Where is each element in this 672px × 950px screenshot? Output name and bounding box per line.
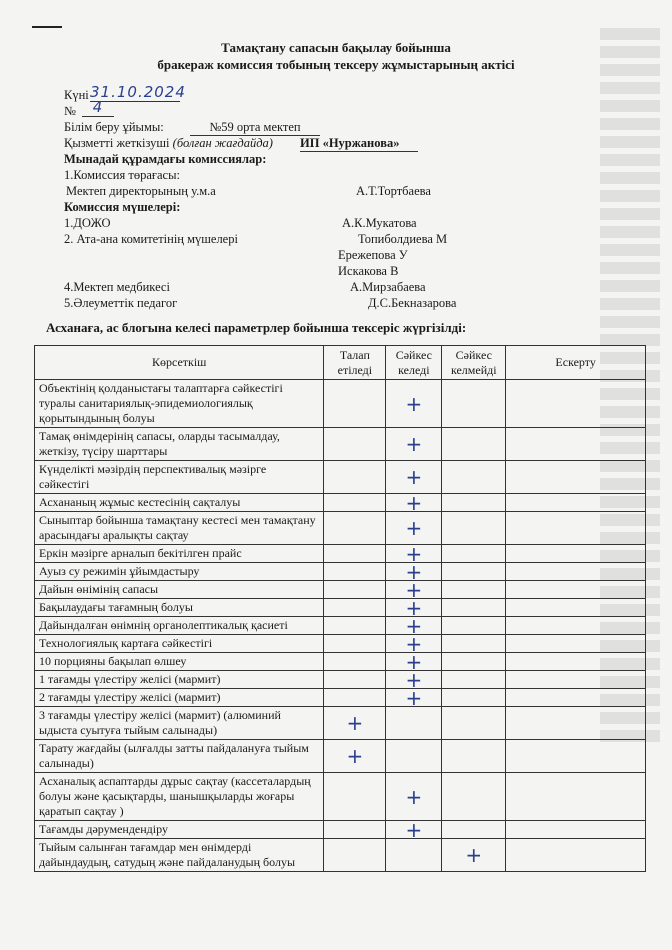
table-row [35, 773, 646, 821]
empty-cell [324, 512, 386, 545]
header-required: Талап етіледі [324, 346, 386, 380]
member1-name: А.К.Мукатова [342, 216, 417, 230]
empty-cell [442, 689, 506, 707]
table-row [35, 653, 646, 671]
tick-mark: + [386, 563, 442, 581]
doc-title-line1: Тамақтану сапасын бақылау бойынша [221, 40, 451, 55]
empty-cell [506, 635, 646, 653]
inspection-table [34, 345, 646, 872]
empty-cell [324, 671, 386, 689]
table-header-row [35, 346, 646, 380]
empty-cell [506, 581, 646, 599]
member4-name: А.Мирзабаева [350, 280, 426, 294]
date-label: Күні [64, 88, 89, 102]
empty-cell [506, 773, 646, 821]
empty-cell [324, 773, 386, 821]
table-row [35, 740, 646, 773]
table-row [35, 671, 646, 689]
supplier-label [64, 136, 273, 151]
header-indicator: Көрсеткіш [35, 346, 324, 380]
tick-mark: + [386, 671, 442, 689]
org-label: Білім беру ұйымы: [64, 120, 164, 134]
empty-cell [442, 617, 506, 635]
table-row [35, 512, 646, 545]
supplier-value: ИП «Нуржанова» [300, 136, 418, 152]
indicator-cell: Объектінің қолданыстағы талаптарға сәйкестігі туралы санитариялық-эпидемиологиялық қорытындының болуы [35, 380, 324, 428]
member2-name1: Топиболдиева М [358, 232, 448, 246]
tick-mark: + [386, 494, 442, 512]
chair-name: А.Т.Тортбаева [356, 184, 431, 198]
empty-cell [506, 380, 646, 428]
tick-mark: + [386, 428, 442, 461]
empty-cell [324, 617, 386, 635]
member2-name3: Искакова В [338, 264, 399, 278]
indicator-cell: Технологиялық картаға сәйкестігі [35, 635, 324, 653]
chair-role: Мектеп директорының у.м.а [66, 184, 216, 198]
empty-cell [442, 635, 506, 653]
table-row [35, 707, 646, 740]
table-row [35, 581, 646, 599]
empty-cell [324, 494, 386, 512]
tick-mark: + [324, 707, 386, 740]
member2-name2: Ережепова У [338, 248, 408, 262]
supplier-label-text: Қызметті жеткізуші [64, 136, 173, 150]
table-row [35, 494, 646, 512]
tick-mark: + [386, 773, 442, 821]
number-label: № [64, 104, 76, 118]
empty-cell [324, 839, 386, 872]
header-noncompliant: Сәйкес келмейді [442, 346, 506, 380]
indicator-cell: 1 тағамды үлестіру желісі (мармит) [35, 671, 324, 689]
pen-mark [32, 26, 62, 28]
tick-mark: + [386, 599, 442, 617]
empty-cell [442, 773, 506, 821]
empty-cell [506, 653, 646, 671]
intro-text: Асханаға, ас блогына келесі параметрлер бойынша тексеріс жүргізілді: [46, 320, 467, 335]
table-row [35, 599, 646, 617]
empty-cell [324, 581, 386, 599]
table-row [35, 545, 646, 563]
empty-cell [506, 689, 646, 707]
empty-cell [324, 380, 386, 428]
member5-name: Д.С.Бекназарова [368, 296, 457, 310]
empty-cell [506, 707, 646, 740]
indicator-cell: Дайындалған өнімнің органолептикалық қасиеті [35, 617, 324, 635]
doc-title-line2: бракераж комиссия тобының тексеру жұмыстарының актісі [157, 57, 515, 72]
indicator-cell: Асхананың жұмыс кестесінің сақталуы [35, 494, 324, 512]
empty-cell [324, 689, 386, 707]
empty-cell [442, 707, 506, 740]
members-heading: Комиссия мүшелері: [64, 200, 181, 214]
empty-cell [506, 599, 646, 617]
commission-heading: Мынадай құрамдағы комиссиялар: [64, 152, 267, 166]
tick-mark: + [324, 740, 386, 773]
empty-cell [324, 821, 386, 839]
empty-cell [324, 428, 386, 461]
table-row [35, 839, 646, 872]
tick-mark: + [386, 689, 442, 707]
empty-cell [506, 494, 646, 512]
header-compliant: Сәйкес келеді [386, 346, 442, 380]
empty-cell [442, 380, 506, 428]
empty-cell [442, 671, 506, 689]
empty-cell [386, 839, 442, 872]
empty-cell [324, 635, 386, 653]
empty-cell [442, 461, 506, 494]
tick-mark: + [386, 545, 442, 563]
tick-mark: + [442, 839, 506, 872]
empty-cell [442, 740, 506, 773]
indicator-cell: Асханалық аспаптарды дұрыс сақтау (кассеталардың болуы және қасықтарды, шанышқыларды жоғары қаратып сақтау ) [35, 773, 324, 821]
empty-cell [324, 653, 386, 671]
indicator-cell: Сыныптар бойынша тамақтану кестесі мен тамақтану арасындағы аралықты сақтау [35, 512, 324, 545]
tick-mark: + [386, 821, 442, 839]
table-row [35, 428, 646, 461]
indicator-cell: Тыйым салынған тағамдар мен өнімдерді дайындаудың, сатудың және пайдаланудың болуы [35, 839, 324, 872]
empty-cell [324, 545, 386, 563]
indicator-cell: 3 тағамды үлестіру желісі (мармит) (алюминий ыдыста суытуға тыйым салынады) [35, 707, 324, 740]
empty-cell [442, 428, 506, 461]
empty-cell [506, 740, 646, 773]
tick-mark: + [386, 617, 442, 635]
empty-cell [506, 461, 646, 494]
table-row [35, 461, 646, 494]
number-value: 4 [82, 98, 114, 117]
empty-cell [506, 821, 646, 839]
indicator-cell: 2 тағамды үлестіру желісі (мармит) [35, 689, 324, 707]
table-row [35, 635, 646, 653]
empty-cell [506, 671, 646, 689]
indicator-cell: 10 порцияны бақылап өлшеу [35, 653, 324, 671]
indicator-cell: Бақылаудағы тағамның болуы [35, 599, 324, 617]
tick-mark: + [386, 653, 442, 671]
org-value: №59 орта мектеп [190, 120, 320, 136]
indicator-cell: Күнделікті мәзірдің перспективалық мәзірге сәйкестігі [35, 461, 324, 494]
tick-mark: + [386, 512, 442, 545]
empty-cell [506, 617, 646, 635]
table-row [35, 689, 646, 707]
indicator-cell: Тағамды дәрумендендіру [35, 821, 324, 839]
empty-cell [442, 494, 506, 512]
empty-cell [506, 563, 646, 581]
empty-cell [442, 512, 506, 545]
empty-cell [506, 839, 646, 872]
indicator-cell: Дайын өнімінің сапасы [35, 581, 324, 599]
supplier-label-note: (болған жағдайда) [172, 136, 273, 150]
empty-cell [324, 461, 386, 494]
tick-mark: + [386, 635, 442, 653]
member4-role: 4.Мектеп медбикесі [64, 280, 170, 294]
table-row [35, 563, 646, 581]
empty-cell [324, 599, 386, 617]
member1-role: 1.ДОЖО [64, 216, 111, 230]
empty-cell [506, 512, 646, 545]
date-value: 31.10.2024 [90, 83, 186, 101]
member5-role: 5.Әлеуметтік педагог [64, 296, 178, 310]
empty-cell [442, 821, 506, 839]
indicator-cell: Еркін мәзірге арналып бекітілген прайс [35, 545, 324, 563]
empty-cell [386, 707, 442, 740]
empty-cell [442, 545, 506, 563]
indicator-cell: Ауыз су режимін ұйымдастыру [35, 563, 324, 581]
tick-mark: + [386, 380, 442, 428]
indicator-cell: Тарату жағдайы (ылғалды затты пайдалануға тыйым салынады) [35, 740, 324, 773]
tick-mark: + [386, 581, 442, 599]
table-row [35, 617, 646, 635]
empty-cell [442, 653, 506, 671]
tick-mark: + [386, 461, 442, 494]
header-note: Ескерту [506, 346, 646, 380]
empty-cell [442, 563, 506, 581]
empty-cell [324, 563, 386, 581]
empty-cell [442, 581, 506, 599]
empty-cell [506, 428, 646, 461]
table-row [35, 380, 646, 428]
member2-role: 2. Ата-ана комитетінің мүшелері [64, 232, 238, 246]
indicator-cell: Тамақ өнімдерінің сапасы, оларды тасымалдау, жеткізу, түсіру шарттары [35, 428, 324, 461]
table-row [35, 821, 646, 839]
empty-cell [442, 599, 506, 617]
empty-cell [386, 740, 442, 773]
empty-cell [506, 545, 646, 563]
chair-heading: 1.Комиссия төрағасы: [64, 168, 180, 182]
